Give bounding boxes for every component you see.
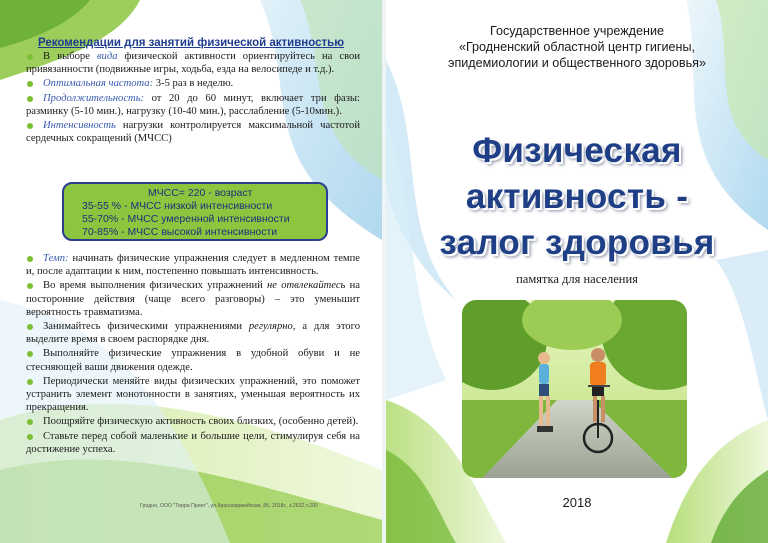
list-item: Продолжительность: от 20 до 60 минут, включает три фазы: разминку (5-10 мин.), нагрузку (10-40 мин.), расслабление (5-10мин.).	[26, 92, 360, 117]
right-page	[386, 0, 768, 543]
bullet-icon	[27, 324, 33, 330]
list-item: Поощряйте физическую активность своих близких, (особенно детей).	[26, 415, 360, 428]
hr-mid: 55-70% - МЧСС умеренной интенсивности	[82, 213, 290, 225]
list-item: Темп: начинать физические упражнения следует в медленном темпе и, после адаптации к ним, постепенно повышать интенсивность.	[26, 253, 360, 278]
bullet-icon	[27, 419, 33, 425]
publication-year: 2018	[562, 495, 592, 510]
left-page	[0, 0, 382, 543]
organization-name: Государственное учреждение «Гродненский областной центр гигиены, эпидемиологии и общественного здоровья»	[448, 24, 706, 70]
list-item: Ставьте перед собой маленькие и большие цели, стимулируя себя на достижение успеха.	[26, 430, 360, 455]
list-item: Периодически меняйте виды физических упражнений, это поможет устранить элемент монотонности в занятиях, уменьшая вероятность их прекращения.	[26, 375, 360, 414]
subtitle: памятка для населения	[516, 272, 638, 286]
hr-low: 35-55 % - МЧСС низкой интенсивности	[82, 200, 273, 212]
list-item: Во время выполнения физических упражнений не отвлекайтесь на посторонние действия (чаще всего разговоры) – это уменьшит вероятность травматизма.	[26, 280, 360, 318]
list-item: Оптимальная частота: 3-5 раз в неделю.	[26, 77, 360, 90]
imprint-text: Гродно, ООО "Терра Принт", ул.Красноармейская, 85, 2018г., з.2632,т.200	[140, 503, 318, 509]
bullet-icon	[27, 283, 33, 289]
bullet-icon	[27, 123, 33, 129]
brochure-title: Физическая активность - залог здоровья	[439, 131, 715, 262]
hr-formula: МЧСС= 220 - возраст	[148, 187, 253, 199]
recommendations-bottom	[26, 252, 360, 457]
left-heading: Рекомендации для занятий физической активностью	[37, 37, 345, 49]
bullet-icon	[27, 81, 33, 87]
heart-rate-box	[62, 182, 328, 241]
list-item: Интенсивность нагрузки контролируется максимальной частотой сердечных сокращений (МЧСС)	[26, 120, 360, 145]
bullet-icon	[27, 256, 33, 262]
bullet-icon	[27, 351, 33, 357]
bullet-icon	[27, 379, 33, 385]
bullet-icon	[27, 434, 33, 440]
list-item: Занимайтесь физическими упражнениями регулярно, а для этого выделите время в своем распорядке дня.	[26, 321, 360, 346]
list-item: Выполняйте физические упражнения в удобной обуви и не стесняющей ваши движения одежде.	[26, 348, 360, 373]
cyclists-photo	[462, 300, 687, 478]
recommendations-top	[26, 50, 360, 146]
bullet-icon	[27, 54, 33, 60]
hr-high: 70-85% - МЧСС высокой интенсивности	[82, 226, 278, 238]
list-item: В выборе вида физической активности ориентируйтесь на свои привязанности (подвижные игры, ходьба, езда на велосипеде и т.д.).	[26, 51, 360, 76]
bullet-icon	[27, 96, 33, 102]
